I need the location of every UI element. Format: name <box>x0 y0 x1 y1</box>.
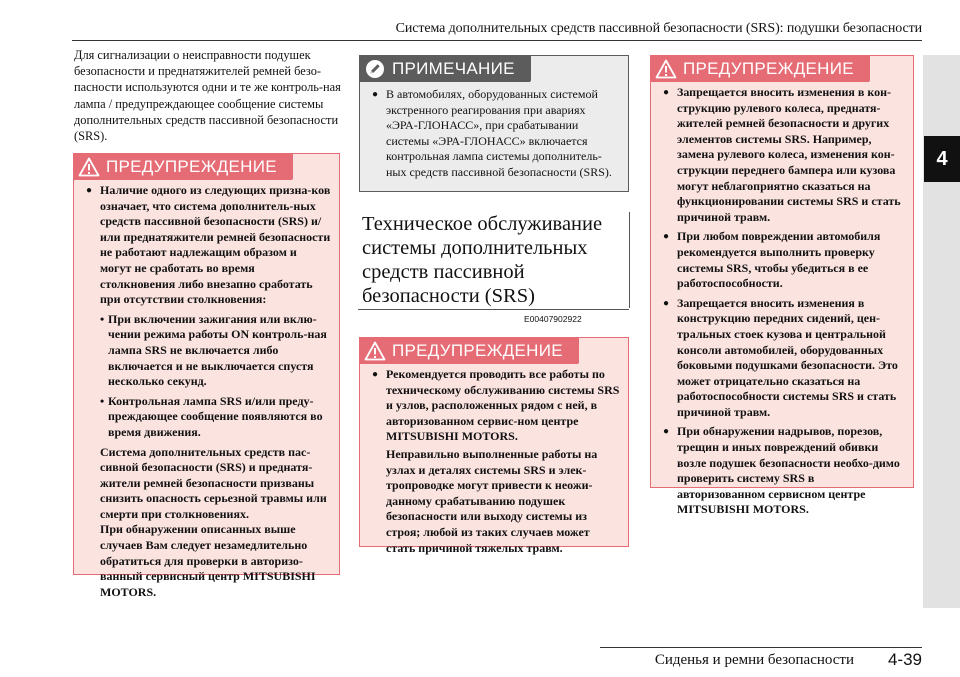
warning-box-left-header <box>74 154 293 180</box>
footer-section-title: Сиденья и ремни безопасности <box>654 652 854 668</box>
section-heading-block <box>358 212 626 310</box>
note-heading: ПРИМЕЧАНИЕ <box>392 59 515 78</box>
warning-box-left-body <box>86 183 331 600</box>
warning-subitem-text: Контрольная лампа SRS и/или преду-преждающее сообщение появляются во время движения. <box>108 393 323 439</box>
warning-subitem-text: При включении зажигания или вклю-чении режима работы ON контроль-ная лампа SRS не включается либо включается и не выключается спустя несколько секунд. <box>108 311 327 389</box>
warning-heading: ПРЕДУПРЕЖДЕНИЕ <box>392 341 563 360</box>
warning-bullet: ● При любом повреждении автомобиля рекомендуется выполнить проверку системы SRS, чтобы убедиться в ее работоспособности. <box>663 229 905 291</box>
warning-triangle-icon <box>655 59 677 79</box>
warning-box-middle-body <box>372 367 620 556</box>
section-title: Техническое обслуживание системы дополнительных средств пассивной безопасности (SRS) <box>362 213 603 307</box>
warning-bullet: ● Рекомендуется проводить все работы по техническому обслуживанию системы SRS и узлов, расположенных рядом с ней, в авторизованном сервис-ном центре MITSUBISHI MOTORS. <box>372 367 620 445</box>
section-title-rule <box>358 309 629 310</box>
pencil-icon <box>364 59 386 79</box>
note-box-body <box>372 87 620 183</box>
warning-triangle-icon <box>364 341 386 361</box>
header-divider <box>72 40 922 41</box>
page-footer <box>600 648 922 672</box>
chapter-tab: 4 <box>924 136 960 182</box>
warning-box-left <box>73 153 340 599</box>
warning-heading: ПРЕДУПРЕЖДЕНИЕ <box>106 157 277 176</box>
warning-triangle-icon <box>78 157 100 177</box>
warning-subitem: • Контрольная лампа SRS и/или преду-преждающее сообщение появляются во время движения. <box>100 393 323 439</box>
note-box-header <box>360 56 531 82</box>
warning-bullet: ● Запрещается вносить изменения в конструкцию передних сидений, цен-тральных стоек кузова и центральной консоли автомобилей, оборудованных боковыми подушками безопасности. Это может отрицательно сказаться на работоспособности системы SRS и стать причиной травм. <box>663 296 905 421</box>
warning-box-middle-header <box>360 338 579 364</box>
warning-bullet: ● Запрещается вносить изменения в кон-струкцию рулевого колеса, преднатя-жителей ремней безопасности и других элементов системы SRS. Например, замена рулевого колеса, изменения кон-струкции переднего бампера или кузова могут неблагоприятно сказаться на функционировании системы SRS и стать причиной травм. <box>663 85 905 225</box>
section-title-bar <box>629 212 630 308</box>
warning-subitem: • При включении зажигания или вклю-чении режима работы ON контроль-ная лампа SRS не включается либо включается и не выключается спустя несколько секунд. <box>100 311 327 389</box>
warning-heading: ПРЕДУПРЕЖДЕНИЕ <box>683 59 854 78</box>
page-header <box>0 0 960 42</box>
section-code: E00407902922 <box>524 314 582 324</box>
warning-box-right-body <box>663 85 905 520</box>
note-box <box>359 55 629 192</box>
warning-paragraph: При обнаружении описанных выше случаев Вам следует незамедлительно обратиться для проверки в авторизо-ванный сервисный центр MITSUBISHI MOTORS. <box>100 522 316 599</box>
intro-paragraph: Для сигнализации о неисправности подушек безопасности и преднатяжителей ремней безо-пасности используются одни и те же контроль-ная лампа / предупреждающее сообщение системы дополнительных средств пассивной безопасности (SRS). <box>74 48 341 144</box>
warning-box-right-header <box>651 56 870 82</box>
warning-bullet: ● При обнаружении надрывов, порезов, трещин и иных повреждений обивки возле подушек безопасности необхо-димо проверить систему SRS в авторизованном сервисном центре MITSUBISHI MOTORS. <box>663 424 905 518</box>
page-number: 4-39 <box>887 650 922 669</box>
warning-paragraph: Система дополнительных средств пас-сивной безопасности (SRS) и преднатя-жители ремней безопасности призваны снизить опасность серьезной травмы или смерти при столкновениях. <box>100 444 327 521</box>
warning-box-right <box>650 55 914 517</box>
warning-box-middle <box>359 337 629 555</box>
warning-bullet: ● Наличие одного из следующих призна-ков означает, что система дополнитель-ных средств пассивной безопасности (SRS) и/или преднатяжители ремней безопасности не работают надлежащим образом и могут не сработать во время столкновения либо внезапно сработать при отсутствии столкновения: <box>86 183 331 308</box>
note-bullet: ● В автомобилях, оборудованных системой экстренного реагирования при авариях «ЭРА-ГЛОНАСС», при срабатывании системы «ЭРА-ГЛОНАСС» включается контрольная лампа системы дополнитель-ных средств пассивной безопасности (SRS). <box>372 87 620 181</box>
warning-paragraph: Неправильно выполненные работы на узлах и деталях системы SRS и элек-тропроводке могут привести к неожи-данному срабатыванию подушек безопасности или выходу системы из строя; любой из таких случаев может стать причиной тяжелых травм. <box>386 446 598 555</box>
page-header-title: Система дополнительных средств пассивной безопасности (SRS): подушки безопасности <box>395 21 922 36</box>
